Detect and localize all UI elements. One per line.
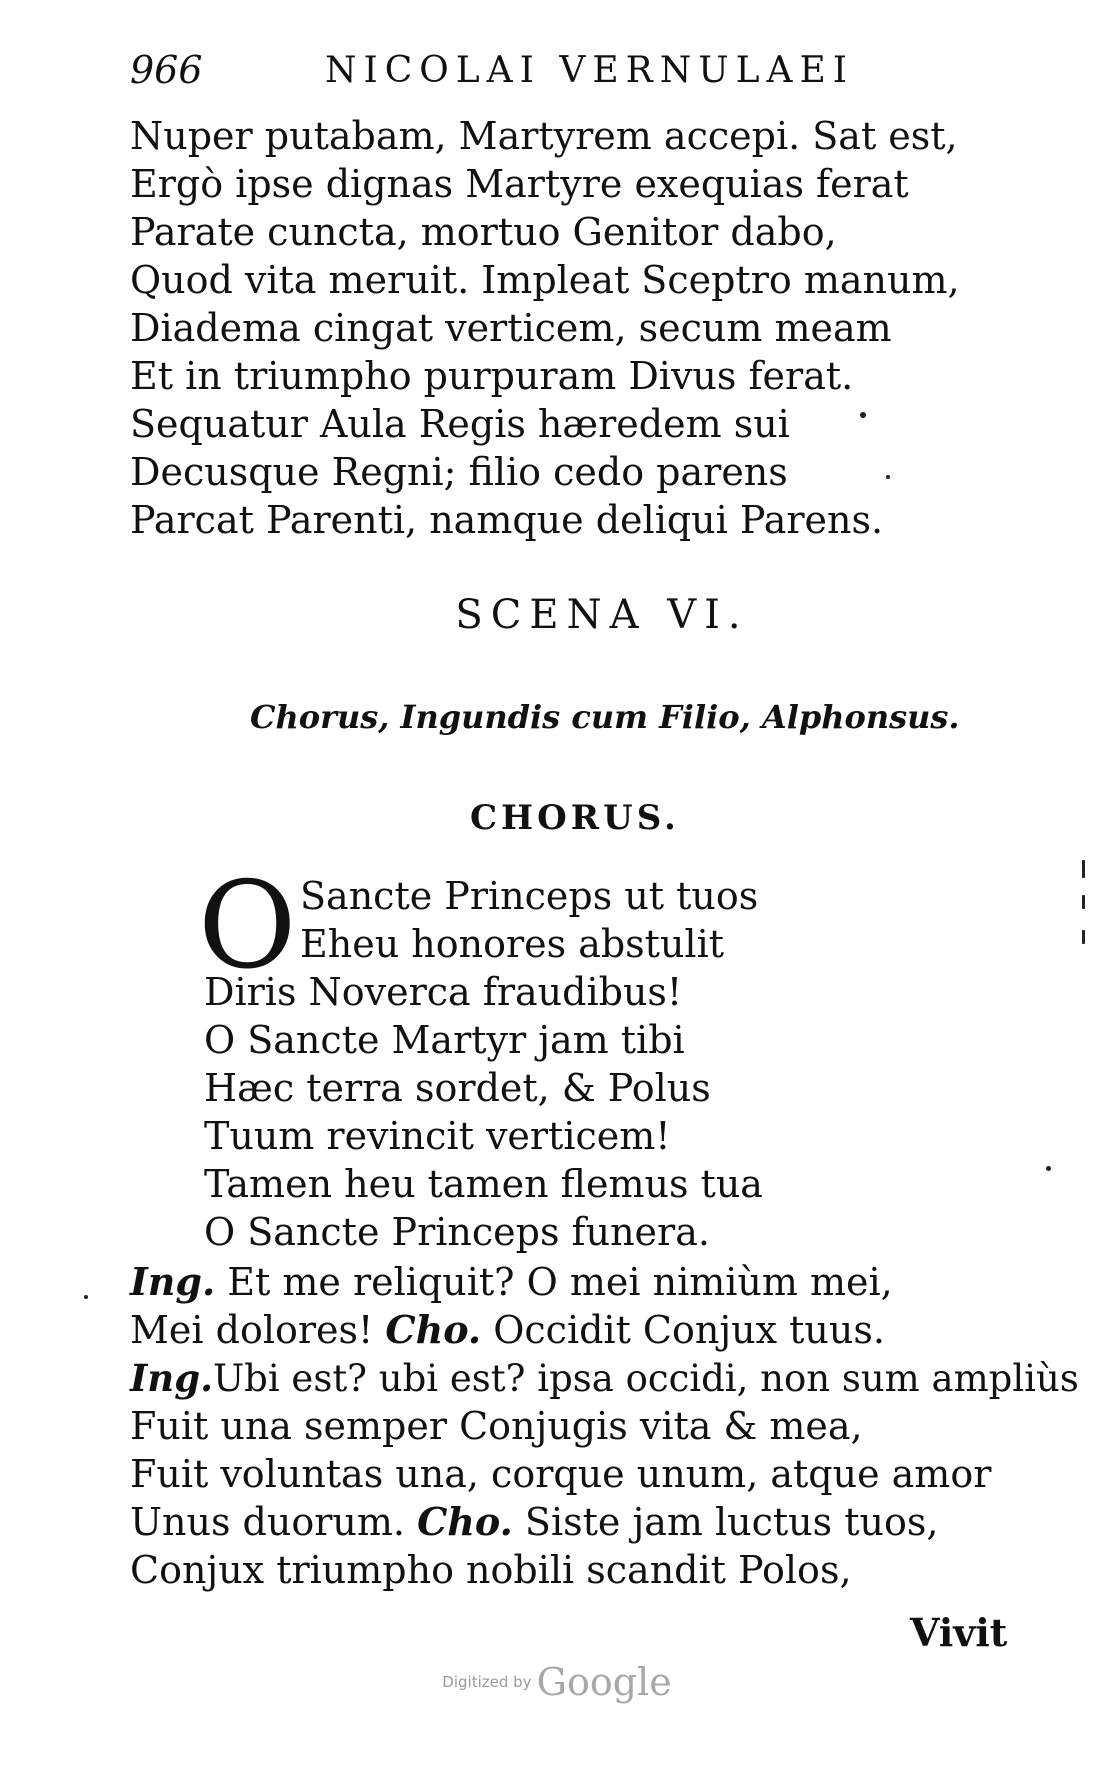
dialogue-text: Mei dolores! bbox=[130, 1308, 386, 1352]
dialogue-text: Occidit Conjux tuus. bbox=[481, 1308, 885, 1352]
chorus-line: Sancte Princeps ut tuos bbox=[300, 874, 759, 918]
drop-cap: O bbox=[198, 857, 297, 996]
chorus-line: Tuum revincit verticem! bbox=[204, 1114, 671, 1158]
dialogue-line bbox=[130, 1546, 852, 1594]
dialogue-text: Conjux triumpho nobili scandit Polos, bbox=[130, 1548, 852, 1592]
chorus-line: Diris Noverca fraudibus! bbox=[204, 970, 683, 1014]
verse-line: Quod vita meruit. Impleat Sceptro manum, bbox=[130, 258, 960, 302]
dialogue-text: Ubi est? ubi est? ipsa occidi, non sum ampliùs bbox=[212, 1357, 1079, 1400]
scan-speck bbox=[1046, 1166, 1051, 1171]
speaker-label: Ing. bbox=[130, 1259, 216, 1304]
chorus-line: O Sancte Martyr jam tibi bbox=[204, 1018, 685, 1062]
digitized-label: Digitized by bbox=[442, 1673, 532, 1691]
dialogue-line bbox=[130, 1450, 991, 1498]
cast-list: Chorus, Ingundis cum Filio, Alphonsus. bbox=[250, 698, 960, 736]
dialogue-text: Unus duorum. bbox=[130, 1500, 418, 1544]
page-header bbox=[130, 48, 930, 108]
dialogue-line bbox=[130, 1498, 938, 1546]
verse-line: Et in triumpho purpuram Divus ferat. bbox=[130, 354, 854, 398]
scene-title: SCENA VI. bbox=[455, 592, 749, 638]
dialogue-line bbox=[130, 1354, 1079, 1403]
running-head: NICOLAI VERNULAEI bbox=[325, 50, 854, 91]
dialogue-line bbox=[130, 1306, 885, 1354]
verse-line: Parate cuncta, mortuo Genitor dabo, bbox=[130, 210, 837, 254]
dialogue-text: Fuit voluntas una, corque unum, atque amor bbox=[130, 1452, 992, 1496]
scan-speck bbox=[84, 1295, 88, 1299]
dialogue-text: Fuit una semper Conjugis vita & mea, bbox=[130, 1404, 863, 1448]
verse-line: Diadema cingat verticem, secum meam bbox=[130, 306, 892, 350]
scan-speck bbox=[886, 475, 890, 479]
scan-speck bbox=[1082, 860, 1085, 878]
dialogue-text: Siste jam luctus tuos, bbox=[512, 1500, 939, 1544]
verse-line: Decusque Regni; filio cedo parens bbox=[130, 450, 788, 494]
google-logo: Google bbox=[536, 1660, 672, 1704]
verse-line: Sequatur Aula Regis hæredem sui bbox=[130, 402, 790, 446]
speaker-label: Ing. bbox=[130, 1356, 213, 1400]
chorus-line: Hæc terra sordet, & Polus bbox=[204, 1066, 711, 1110]
scan-speck bbox=[1082, 895, 1085, 909]
scan-speck bbox=[860, 412, 866, 418]
catchword: Vivit bbox=[910, 1610, 1008, 1655]
page-number: 966 bbox=[130, 48, 203, 92]
dialogue-line bbox=[130, 1402, 863, 1450]
verse-line: Nuper putabam, Martyrem accepi. Sat est, bbox=[130, 114, 958, 158]
dialogue-line bbox=[130, 1258, 893, 1306]
speaker-label: Cho. bbox=[417, 1499, 513, 1544]
dialogue-text: Et me reliquit? O mei nimiùm mei, bbox=[215, 1260, 893, 1304]
chorus-line: Eheu honores abstulit bbox=[300, 922, 724, 966]
digitization-watermark bbox=[0, 1660, 1114, 1704]
chorus-line: Tamen heu tamen flemus tua bbox=[204, 1162, 763, 1206]
chorus-line: O Sancte Princeps funera. bbox=[204, 1210, 710, 1254]
scan-speck bbox=[1082, 930, 1085, 944]
speaker-label: Cho. bbox=[385, 1307, 482, 1352]
speaker-heading: CHORUS. bbox=[470, 798, 680, 838]
verse-line: Parcat Parenti, namque deliqui Parens. bbox=[130, 498, 884, 542]
verse-line: Ergò ipse dignas Martyre exequias ferat bbox=[130, 162, 909, 206]
